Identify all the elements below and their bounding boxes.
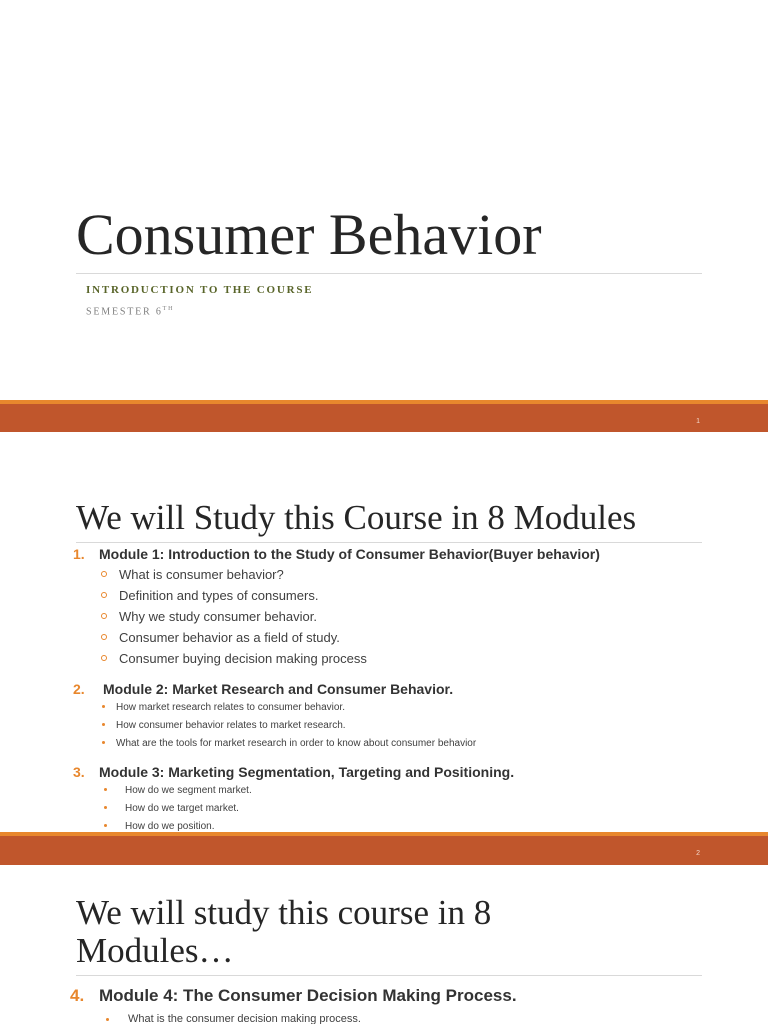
footer-band-2 [0,832,768,865]
module-topic: Why we study consumer behavior. [119,609,317,624]
slide-1 [0,0,768,400]
slide-title: We will Study this Course in 8 Modules [76,498,637,537]
footer-band-1 [0,400,768,432]
module-topic: How do we target market. [125,803,239,814]
module-number: 2. [73,681,85,697]
title-divider [76,975,702,976]
module-number: 1. [73,546,85,562]
slide-title-line-1: We will study this course in 8 [76,893,492,932]
bullet-ring-icon [101,655,107,661]
slide-title: Consumer Behavior [76,202,542,267]
bullet-ring-icon [101,634,107,640]
bullet-ring-icon [101,592,107,598]
slide-title-line-2: Modules… [76,931,234,970]
bullet-dot-icon [102,705,105,708]
slide-3 [0,865,768,1024]
bullet-dot-icon [102,723,105,726]
semester-text: SEMESTER 6 [86,306,163,318]
module-topic: How market research relates to consumer behavior. [116,702,345,713]
page-number: 1 [696,418,700,425]
bullet-ring-icon [101,613,107,619]
module-topic: What are the tools for market research in order to know about consumer behavior [116,738,477,749]
semester-label [86,306,174,317]
module-topic: Consumer buying decision making process [119,651,367,666]
bullet-dot-icon [104,824,107,827]
module-topic: How do we position. [125,821,215,832]
module-title: Module 3: Marketing Segmentation, Targeting and Positioning. [99,764,515,780]
bullet-dot-icon [102,741,105,744]
module-title: Module 1: Introduction to the Study of Consumer Behavior(Buyer behavior) [99,546,600,562]
module-number: 3. [73,764,85,780]
module-title: Module 4: The Consumer Decision Making Process. [99,986,517,1005]
module-topic: Consumer behavior as a field of study. [119,630,340,645]
slide-2 [0,432,768,832]
page-number: 2 [696,850,700,857]
bullet-ring-icon [101,571,107,577]
module-title: Module 2: Market Research and Consumer Behavior. [103,681,454,697]
module-topic: What is consumer behavior? [119,567,284,582]
module-topic: What is the consumer decision making process. [128,1013,361,1024]
module-number: 4. [70,986,85,1005]
module-topic: How do we segment market. [125,785,252,796]
bullet-dot-icon [104,806,107,809]
title-divider [76,542,702,543]
module-topic: Definition and types of consumers. [119,588,319,603]
module-topic: How consumer behavior relates to market research. [116,720,346,731]
bullet-dot-icon [106,1018,109,1021]
semester-superscript: TH [162,306,175,312]
title-divider [76,273,702,274]
bullet-dot-icon [104,788,107,791]
slide-subtitle: INTRODUCTION TO THE COURSE [86,284,314,296]
